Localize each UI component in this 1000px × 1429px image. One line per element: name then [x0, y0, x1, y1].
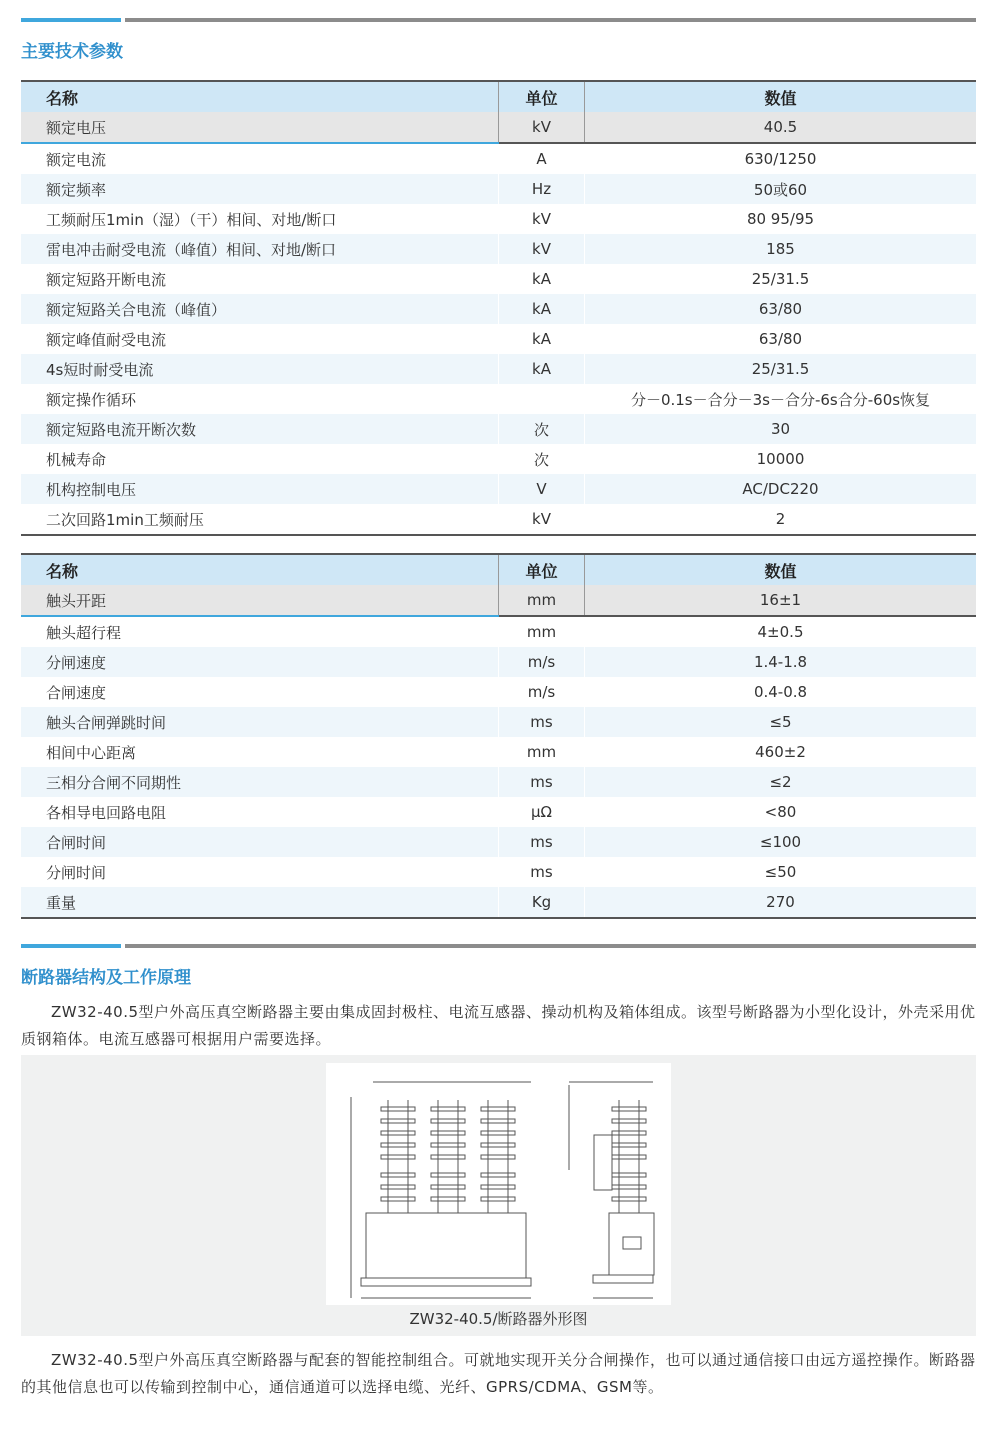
column-header: 单位 — [499, 81, 585, 112]
value-cell: 25/31.5 — [585, 264, 977, 294]
value-cell: 2 — [585, 504, 977, 535]
value-cell: <80 — [585, 797, 977, 827]
value-cell: ≤5 — [585, 707, 977, 737]
param-name-cell: 额定电流 — [46, 150, 107, 169]
unit-cell: m/s — [499, 647, 585, 677]
unit-cell: μΩ — [499, 797, 585, 827]
table-row — [21, 324, 976, 354]
value-cell: 10000 — [585, 444, 977, 474]
unit-cell: mm — [499, 737, 585, 767]
param-name-cell: 额定操作循环 — [46, 390, 137, 409]
param-name-cell: 合闸时间 — [21, 827, 499, 857]
table-row — [21, 827, 976, 857]
table-header-row — [21, 554, 976, 585]
param-name-cell: 二次回路1min工频耐压 — [21, 504, 499, 535]
unit-cell: V — [499, 474, 585, 504]
unit-cell: kA — [499, 354, 585, 384]
value-cell: 4±0.5 — [585, 616, 977, 647]
value-cell: 80 95/95 — [585, 204, 977, 234]
value-cell: ≤100 — [585, 827, 977, 857]
table-row — [21, 887, 976, 918]
value-cell: ≤50 — [585, 857, 977, 887]
param-name-cell: 额定峰值耐受电流 — [46, 330, 167, 349]
value-cell: ≤2 — [585, 767, 977, 797]
param-name-cell: 额定电压 — [21, 112, 499, 143]
unit-cell: ms — [499, 767, 585, 797]
unit-cell: mm — [499, 585, 585, 616]
param-name-cell: 额定频率 — [21, 174, 499, 204]
param-name-cell: 分闸时间 — [46, 863, 107, 882]
unit-cell: 次 — [499, 414, 585, 444]
value-cell: 25/31.5 — [585, 354, 977, 384]
unit-cell: 次 — [499, 444, 585, 474]
value-cell: 0.4-0.8 — [585, 677, 977, 707]
unit-cell: kA — [499, 324, 585, 354]
breaker-drawing — [21, 1055, 976, 1305]
unit-cell: kV — [499, 234, 585, 264]
table-header-row — [21, 81, 976, 112]
param-name-cell: 额定短路电流开断次数 — [21, 414, 499, 444]
table-row — [21, 504, 976, 535]
value-cell: 460±2 — [585, 737, 977, 767]
value-cell: 1.4-1.8 — [585, 647, 977, 677]
unit-cell: Hz — [499, 174, 585, 204]
spec-table-mechanical — [21, 553, 976, 919]
column-header: 数值 — [585, 554, 977, 585]
param-name-cell: 触头合闸弹跳时间 — [21, 707, 499, 737]
value-cell: 270 — [585, 887, 977, 918]
section-divider — [21, 18, 976, 22]
param-name-cell: 合闸速度 — [46, 683, 107, 702]
breaker-outline-figure — [21, 1055, 976, 1336]
param-name-cell: 触头超行程 — [46, 623, 122, 642]
value-cell: 63/80 — [585, 294, 977, 324]
unit-cell: m/s — [499, 677, 585, 707]
paragraph-control: ZW32-40.5型户外高压真空断路器与配套的智能控制组合。可就地实现开关分合闸操作，也可以通过通信接口由远方遥控操作。断路器的其他信息也可以传输到控制中心，通信通道可以选择电缆、光纤、GPRS/CDMA、GSM等。 — [21, 1351, 976, 1396]
unit-cell: kV — [499, 112, 585, 143]
param-name-cell: 三相分合闸不同期性 — [21, 767, 499, 797]
param-name-cell: 额定短路关合电流（峰值） — [21, 294, 499, 324]
column-header: 数值 — [585, 81, 977, 112]
table-row — [21, 143, 976, 174]
param-name-cell: 各相导电回路电阻 — [46, 803, 167, 822]
param-name-cell: 机械寿命 — [46, 450, 107, 469]
table-row — [21, 264, 976, 294]
param-name-cell: 雷电冲击耐受电流（峰值）相间、对地/断口 — [21, 234, 499, 264]
table-row — [21, 616, 976, 647]
table-row — [21, 174, 976, 204]
unit-cell: Kg — [499, 887, 585, 918]
param-name-cell: 分闸速度 — [21, 647, 499, 677]
unit-cell: ms — [499, 857, 585, 887]
value-cell: AC/DC220 — [585, 474, 977, 504]
table-row — [21, 585, 976, 616]
table-row — [21, 354, 976, 384]
param-name-cell: 4s短时耐受电流 — [21, 354, 499, 384]
unit-cell: ms — [499, 707, 585, 737]
table-row — [21, 414, 976, 444]
table-row — [21, 677, 976, 707]
column-header: 名称 — [21, 81, 499, 112]
table-row — [21, 707, 976, 737]
table-row — [21, 857, 976, 887]
table-row — [21, 767, 976, 797]
column-header: 单位 — [499, 554, 585, 585]
value-cell: 185 — [585, 234, 977, 264]
param-name-cell: 机构控制电压 — [21, 474, 499, 504]
unit-cell: mm — [499, 616, 585, 647]
value-cell: 30 — [585, 414, 977, 444]
figure-caption: ZW32-40.5/断路器外形图 — [409, 1310, 588, 1328]
paragraph-structure: ZW32-40.5型户外高压真空断路器主要由集成固封极柱、电流互感器、操动机构及箱体组成。该型号断路器为小型化设计，外壳采用优质钢箱体。电流互感器可根据用户需要选择。 — [21, 1003, 976, 1048]
table-row — [21, 384, 976, 414]
param-name-cell: 触头开距 — [21, 585, 499, 616]
table-row — [21, 234, 976, 264]
table-row — [21, 112, 976, 143]
value-cell: 分－0.1s－合分－3s－合分-6s合分-60s恢复 — [585, 384, 977, 414]
value-cell: 40.5 — [585, 112, 977, 143]
unit-cell: ms — [499, 827, 585, 857]
unit-cell: kA — [499, 264, 585, 294]
table-row — [21, 797, 976, 827]
param-name-cell: 工频耐压1min（湿）（干）相间、对地/断口 — [46, 210, 337, 229]
table-row — [21, 444, 976, 474]
value-cell: 630/1250 — [585, 143, 977, 174]
table-row — [21, 737, 976, 767]
spec-table-electrical — [21, 80, 976, 536]
param-name-cell: 相间中心距离 — [46, 743, 137, 762]
param-name-cell: 重量 — [21, 887, 499, 918]
unit-cell: kA — [499, 294, 585, 324]
unit-cell — [499, 384, 585, 414]
value-cell: 63/80 — [585, 324, 977, 354]
unit-cell: kV — [499, 504, 585, 535]
table-row — [21, 204, 976, 234]
section-title-specs: 主要技术参数 — [21, 42, 123, 62]
unit-cell: A — [499, 143, 585, 174]
table-row — [21, 294, 976, 324]
column-header: 名称 — [21, 554, 499, 585]
table-row — [21, 474, 976, 504]
value-cell: 16±1 — [585, 585, 977, 616]
unit-cell: kV — [499, 204, 585, 234]
section-title-structure: 断路器结构及工作原理 — [21, 968, 191, 988]
value-cell: 50或60 — [585, 174, 977, 204]
param-name-cell: 额定短路开断电流 — [46, 270, 167, 289]
table-row — [21, 647, 976, 677]
section-divider — [21, 944, 976, 948]
